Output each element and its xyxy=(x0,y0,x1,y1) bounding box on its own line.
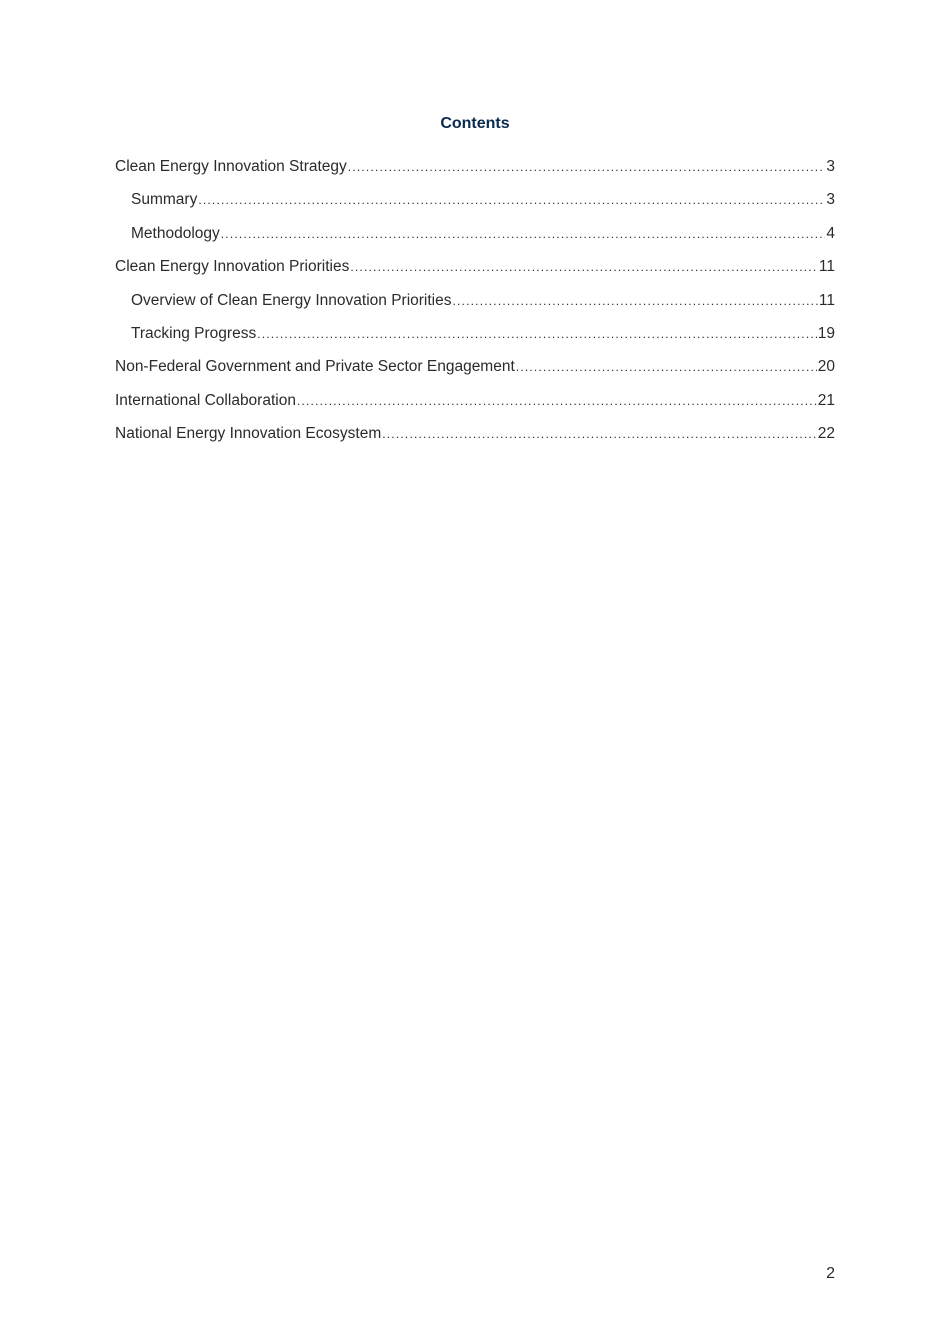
toc-dot-leader xyxy=(382,423,817,445)
toc-entry[interactable] xyxy=(115,189,835,222)
toc-entry[interactable] xyxy=(115,223,835,256)
toc-entry-page: 21 xyxy=(817,391,835,409)
toc-entry[interactable] xyxy=(115,356,835,389)
toc-entry-page: 11 xyxy=(818,258,835,276)
toc-entry-page: 11 xyxy=(818,291,835,309)
toc-dot-leader xyxy=(516,356,817,378)
toc-entry[interactable] xyxy=(115,323,835,356)
toc-dot-leader xyxy=(257,323,817,345)
toc-entry-page: 20 xyxy=(817,358,835,376)
toc-dot-leader xyxy=(350,256,818,278)
toc-entry-label: Clean Energy Innovation Priorities xyxy=(115,258,350,276)
toc-entry-page: 22 xyxy=(817,425,835,443)
toc-entry-label: International Collaboration xyxy=(115,391,296,409)
toc-entry[interactable] xyxy=(115,390,835,423)
toc-entry[interactable] xyxy=(115,290,835,323)
toc-entry-label: Methodology xyxy=(131,224,220,242)
toc-entry-label: Tracking Progress xyxy=(131,324,257,342)
toc-entry-label: Non-Federal Government and Private Sector Engagement xyxy=(115,358,515,376)
toc-dot-leader xyxy=(348,156,826,178)
table-of-contents xyxy=(115,156,835,457)
toc-entry[interactable] xyxy=(115,256,835,289)
toc-dot-leader xyxy=(221,223,826,245)
page-number: 2 xyxy=(826,1265,835,1282)
toc-dot-leader xyxy=(198,189,825,211)
toc-entry-page: 3 xyxy=(826,158,835,175)
toc-entry-label: Clean Energy Innovation Strategy xyxy=(115,158,347,175)
toc-entry-label: Overview of Clean Energy Innovation Priorities xyxy=(131,291,452,309)
toc-entry-page: 3 xyxy=(826,191,835,209)
toc-entry-page: 4 xyxy=(826,224,835,242)
toc-dot-leader xyxy=(297,390,817,412)
toc-entry-label: Summary xyxy=(131,191,198,209)
toc-entry-page: 19 xyxy=(817,324,835,342)
toc-title: Contents xyxy=(440,115,510,132)
toc-entry[interactable] xyxy=(115,156,835,189)
toc-entry[interactable] xyxy=(115,423,835,456)
toc-entry-label: National Energy Innovation Ecosystem xyxy=(115,425,382,443)
toc-dot-leader xyxy=(452,290,817,312)
